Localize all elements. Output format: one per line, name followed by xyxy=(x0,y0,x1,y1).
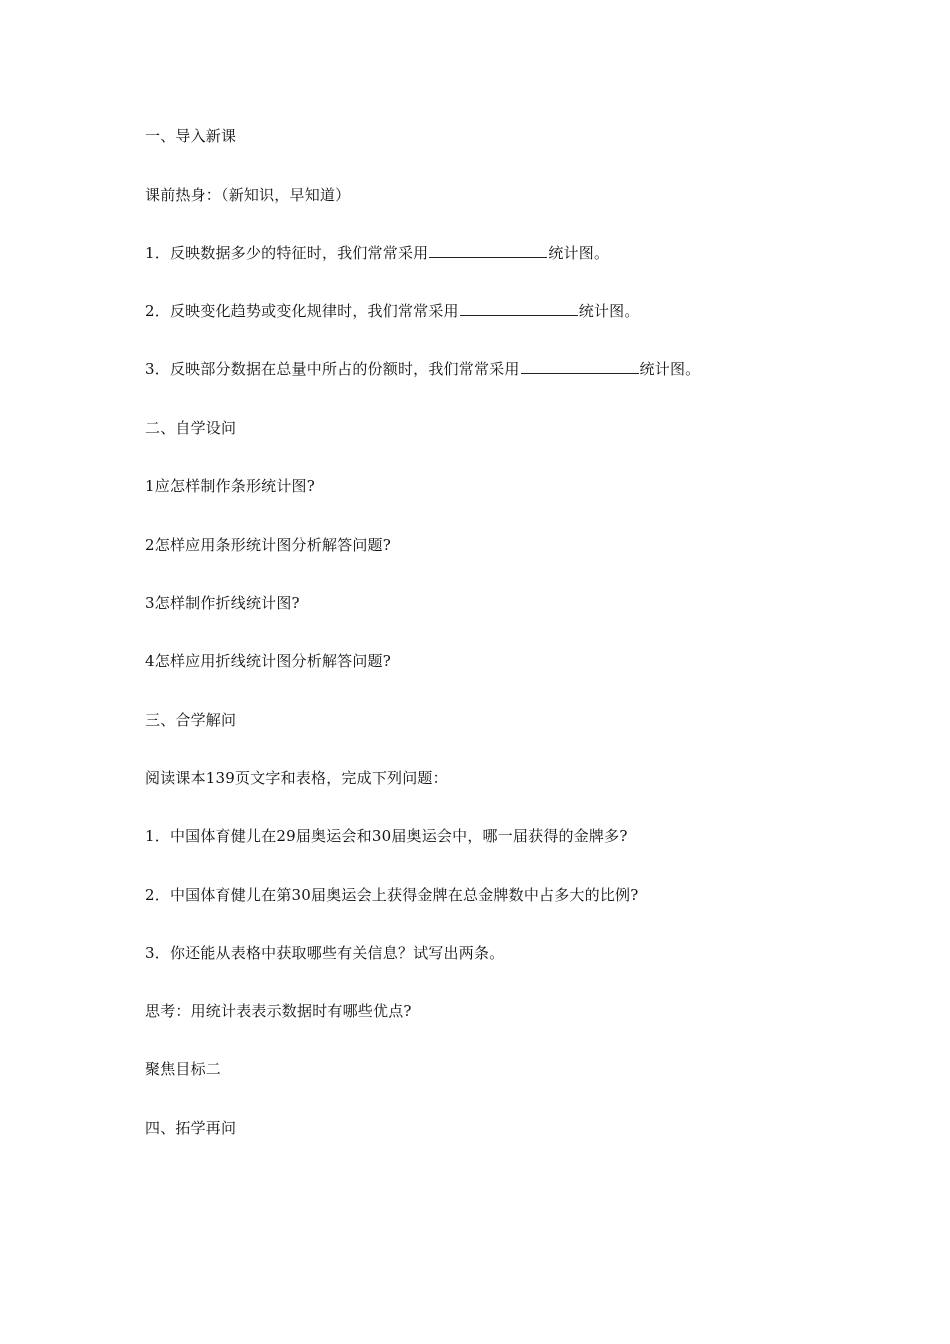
question-2-suffix: 统计图。 xyxy=(578,302,640,320)
reading-instruction: 阅读课本139页文字和表格，完成下列问题： xyxy=(145,769,448,787)
answer-blank-3 xyxy=(521,359,639,374)
question-1-text: 1．反映数据多少的特征时，我们常常采用 xyxy=(145,244,429,262)
question-2 xyxy=(145,301,640,321)
section-heading-2: 二、自学设问 xyxy=(145,419,237,437)
think-prompt: 思考：用统计表表示数据时有哪些优点? xyxy=(145,1002,412,1020)
self-study-item-4: 4怎样应用折线统计图分析解答问题? xyxy=(145,652,391,670)
question-3-text: 3．反映部分数据在总量中所占的份额时，我们常常采用 xyxy=(145,360,520,378)
question-1 xyxy=(145,243,609,263)
group-question-3: 3．你还能从表格中获取哪些有关信息？试写出两条。 xyxy=(145,944,505,962)
warmup-line: 课前热身：（新知识，早知道） xyxy=(145,186,351,204)
section-heading-3: 三、合学解问 xyxy=(145,711,237,729)
section-heading-1: 一、导入新课 xyxy=(145,127,237,145)
question-1-suffix: 统计图。 xyxy=(548,244,610,262)
question-3 xyxy=(145,359,700,379)
answer-blank-1 xyxy=(429,243,547,258)
group-question-1: 1．中国体育健儿在29届奥运会和30届奥运会中，哪一届获得的金牌多? xyxy=(145,827,628,845)
self-study-item-3: 3怎样制作折线统计图? xyxy=(145,594,300,612)
question-3-suffix: 统计图。 xyxy=(639,360,701,378)
focus-goal: 聚焦目标二 xyxy=(145,1060,222,1078)
question-2-text: 2．反映变化趋势或变化规律时，我们常常采用 xyxy=(145,302,459,320)
answer-blank-2 xyxy=(460,301,578,316)
self-study-item-2: 2怎样应用条形统计图分析解答问题? xyxy=(145,536,391,554)
self-study-item-1: 1应怎样制作条形统计图? xyxy=(145,477,315,495)
section-heading-4: 四、拓学再问 xyxy=(145,1119,237,1137)
group-question-2: 2．中国体育健儿在第30届奥运会上获得金牌在总金牌数中占多大的比例? xyxy=(145,886,639,904)
